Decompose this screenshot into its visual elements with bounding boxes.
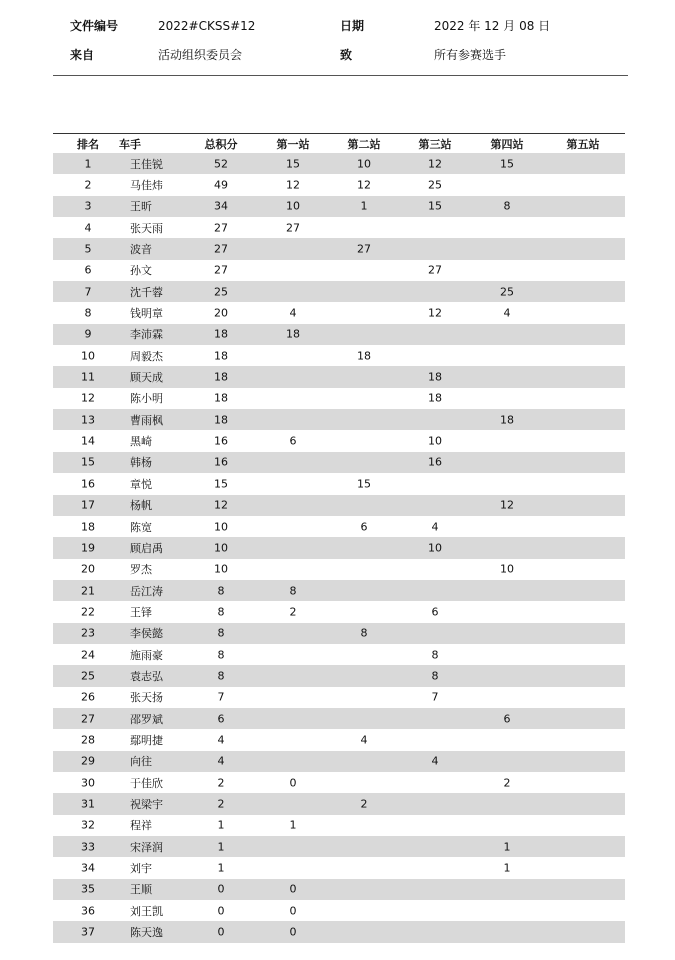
cell-round-3: 27 [428,263,442,277]
cell-round-4: 4 [503,306,511,320]
cell-driver: 陈宽 [130,520,152,534]
cell-driver: 刘宇 [130,862,152,876]
cell-driver: 孙文 [130,264,152,278]
cell-round-4: 8 [503,199,511,213]
to-label: 致 [340,48,353,62]
cell-total-points: 27 [214,242,228,256]
cell-driver: 刘王凯 [130,904,163,918]
cell-round-4: 1 [503,861,511,875]
cell-rank: 5 [84,242,92,256]
cell-total-points: 4 [217,754,225,768]
cell-round-2: 10 [357,157,371,171]
cell-rank: 17 [81,498,95,512]
cell-total-points: 18 [214,391,228,405]
cell-driver: 章悦 [130,477,152,491]
cell-round-3: 8 [431,669,439,683]
cell-rank: 19 [81,541,95,555]
cell-rank: 36 [81,904,95,918]
date-label: 日期 [340,19,365,33]
cell-total-points: 18 [214,370,228,384]
cell-round-1: 4 [289,306,297,320]
cell-rank: 2 [84,178,92,192]
cell-round-3: 12 [428,157,442,171]
cell-rank: 31 [81,797,95,811]
cell-rank: 8 [84,306,92,320]
cell-round-3: 8 [431,648,439,662]
cell-round-2: 18 [357,349,371,363]
cell-driver: 马佳炜 [130,179,163,193]
doc-number-label: 文件编号 [70,19,119,33]
document-header [0,0,675,76]
table-row [53,153,625,174]
cell-driver: 向往 [130,755,152,769]
cell-rank: 34 [81,861,95,875]
table-row [53,644,625,665]
cell-rank: 7 [84,285,92,299]
table-row [53,516,625,537]
cell-round-4: 18 [500,413,514,427]
cell-round-1: 1 [289,818,297,832]
cell-round-1: 18 [286,327,300,341]
cell-round-3: 16 [428,455,442,469]
cell-round-1: 0 [289,904,297,918]
cell-driver: 王昕 [130,200,152,214]
table-row [53,921,625,942]
cell-rank: 12 [81,391,95,405]
cell-rank: 25 [81,669,95,683]
cell-driver: 罗杰 [130,563,152,577]
cell-driver: 李侯懿 [130,627,163,641]
cell-total-points: 1 [217,818,225,832]
date-value: 2022 年 12 月 08 日 [434,19,551,33]
cell-rank: 33 [81,840,95,854]
cell-total-points: 12 [214,498,228,512]
table-row [53,238,625,259]
cell-driver: 张天雨 [130,221,163,235]
cell-driver: 张天扬 [130,691,163,705]
cell-driver: 于佳欣 [130,776,163,790]
cell-total-points: 6 [217,712,225,726]
cell-rank: 6 [84,263,92,277]
cell-round-3: 4 [431,754,439,768]
cell-driver: 袁志弘 [130,669,163,683]
cell-round-3: 4 [431,520,439,534]
cell-rank: 14 [81,434,95,448]
column-header-rank: 排名 [77,137,99,151]
cell-total-points: 52 [214,157,228,171]
cell-driver: 施雨豪 [130,648,163,662]
cell-driver: 鄢明捷 [130,733,163,747]
table-row [53,601,625,622]
cell-total-points: 25 [214,285,228,299]
cell-total-points: 1 [217,840,225,854]
table-row [53,345,625,366]
table-row [53,772,625,793]
cell-total-points: 10 [214,541,228,555]
table-row [53,879,625,900]
cell-round-3: 12 [428,306,442,320]
table-row [53,409,625,430]
table-row [53,857,625,878]
cell-total-points: 7 [217,690,225,704]
table-row [53,729,625,750]
cell-round-3: 18 [428,370,442,384]
cell-round-2: 2 [360,797,368,811]
cell-round-3: 6 [431,605,439,619]
cell-driver: 祝梁宇 [130,797,163,811]
cell-total-points: 49 [214,178,228,192]
cell-round-4: 2 [503,776,511,790]
cell-driver: 岳江涛 [130,584,163,598]
cell-total-points: 27 [214,221,228,235]
table-row [53,623,625,644]
cell-total-points: 8 [217,626,225,640]
table-row [53,580,625,601]
cell-rank: 15 [81,455,95,469]
cell-driver: 王佳锐 [130,157,163,171]
cell-total-points: 27 [214,263,228,277]
cell-driver: 顾启禹 [130,541,163,555]
cell-round-3: 18 [428,391,442,405]
cell-total-points: 0 [217,925,225,939]
cell-total-points: 2 [217,797,225,811]
column-header-round-3: 第三站 [418,137,452,151]
cell-rank: 30 [81,776,95,790]
cell-round-1: 0 [289,882,297,896]
cell-round-2: 4 [360,733,368,747]
cell-rank: 4 [84,221,92,235]
cell-round-1: 15 [286,157,300,171]
cell-total-points: 34 [214,199,228,213]
cell-rank: 10 [81,349,95,363]
cell-rank: 32 [81,818,95,832]
table-row [53,473,625,494]
table-row [53,302,625,323]
cell-driver: 顾天成 [130,371,163,385]
cell-rank: 13 [81,413,95,427]
cell-driver: 陈天逸 [130,926,163,940]
cell-round-2: 8 [360,626,368,640]
cell-rank: 35 [81,882,95,896]
cell-total-points: 0 [217,882,225,896]
column-header-total-points: 总积分 [204,137,238,151]
cell-rank: 9 [84,327,92,341]
table-row [53,537,625,558]
cell-driver: 沈千蓉 [130,285,163,299]
cell-total-points: 18 [214,413,228,427]
table-row [53,815,625,836]
table-row [53,388,625,409]
cell-rank: 20 [81,562,95,576]
cell-rank: 23 [81,626,95,640]
column-header-round-1: 第一站 [276,137,310,151]
cell-driver: 周毅杰 [130,349,163,363]
cell-total-points: 18 [214,349,228,363]
cell-round-4: 6 [503,712,511,726]
cell-total-points: 18 [214,327,228,341]
cell-round-3: 10 [428,541,442,555]
cell-round-4: 15 [500,157,514,171]
cell-round-4: 10 [500,562,514,576]
column-header-driver: 车手 [119,137,141,151]
cell-total-points: 8 [217,648,225,662]
table-row [53,324,625,345]
cell-round-3: 25 [428,178,442,192]
cell-round-1: 0 [289,925,297,939]
cell-round-2: 6 [360,520,368,534]
cell-driver: 程祥 [130,819,152,833]
from-value: 活动组织委员会 [158,48,243,62]
cell-round-4: 25 [500,285,514,299]
cell-rank: 18 [81,520,95,534]
cell-round-1: 12 [286,178,300,192]
cell-driver: 韩杨 [130,456,152,470]
cell-rank: 28 [81,733,95,747]
cell-driver: 邵罗斌 [130,712,163,726]
table-row [53,174,625,195]
cell-rank: 11 [81,370,95,384]
table-row [53,281,625,302]
table-row [53,751,625,772]
cell-round-1: 6 [289,434,297,448]
cell-driver: 宋泽润 [130,840,163,854]
cell-round-1: 8 [289,584,297,598]
cell-rank: 27 [81,712,95,726]
cell-driver: 陈小明 [130,392,163,406]
table-row [53,217,625,238]
to-value: 所有参赛选手 [434,48,507,62]
cell-round-3: 15 [428,199,442,213]
cell-round-3: 7 [431,690,439,704]
table-row [53,366,625,387]
cell-round-4: 12 [500,498,514,512]
cell-total-points: 10 [214,562,228,576]
table-row [53,900,625,921]
column-header-round-5: 第五站 [566,137,600,151]
header-divider [53,75,628,76]
cell-round-2: 15 [357,477,371,491]
cell-total-points: 10 [214,520,228,534]
cell-round-1: 27 [286,221,300,235]
cell-total-points: 8 [217,605,225,619]
cell-rank: 1 [84,157,92,171]
table-row [53,452,625,473]
table-row [53,665,625,686]
cell-driver: 黑崎 [130,435,152,449]
cell-driver: 钱明章 [130,307,163,321]
cell-total-points: 0 [217,904,225,918]
cell-total-points: 15 [214,477,228,491]
table-row [53,793,625,814]
cell-total-points: 16 [214,455,228,469]
cell-round-1: 2 [289,605,297,619]
cell-total-points: 2 [217,776,225,790]
column-header-round-2: 第二站 [347,137,381,151]
cell-total-points: 1 [217,861,225,875]
cell-round-1: 10 [286,199,300,213]
table-row [53,260,625,281]
cell-rank: 37 [81,925,95,939]
cell-rank: 29 [81,754,95,768]
cell-driver: 王铎 [130,605,152,619]
cell-driver: 李沛霖 [130,328,163,342]
cell-round-1: 0 [289,776,297,790]
table-row [53,836,625,857]
cell-rank: 22 [81,605,95,619]
doc-number-value: 2022#CKSS#12 [158,19,256,33]
from-label: 来自 [70,48,95,62]
standings-table [53,134,625,943]
table-row [53,196,625,217]
cell-total-points: 16 [214,434,228,448]
cell-rank: 24 [81,648,95,662]
table-row [53,495,625,516]
cell-total-points: 20 [214,306,228,320]
cell-driver: 波音 [130,243,152,257]
column-header-round-4: 第四站 [490,137,524,151]
cell-total-points: 4 [217,733,225,747]
cell-rank: 3 [84,199,92,213]
cell-round-2: 27 [357,242,371,256]
cell-total-points: 8 [217,669,225,683]
cell-driver: 王顺 [130,883,152,897]
table-row [53,559,625,580]
cell-total-points: 8 [217,584,225,598]
cell-rank: 16 [81,477,95,491]
cell-driver: 曹雨枫 [130,413,163,427]
table-row [53,708,625,729]
cell-rank: 26 [81,690,95,704]
cell-round-2: 12 [357,178,371,192]
table-header-row [53,134,625,153]
cell-round-3: 10 [428,434,442,448]
cell-round-2: 1 [360,199,368,213]
table-row [53,687,625,708]
table-row [53,430,625,451]
cell-round-4: 1 [503,840,511,854]
cell-driver: 杨帆 [130,499,152,513]
cell-rank: 21 [81,584,95,598]
